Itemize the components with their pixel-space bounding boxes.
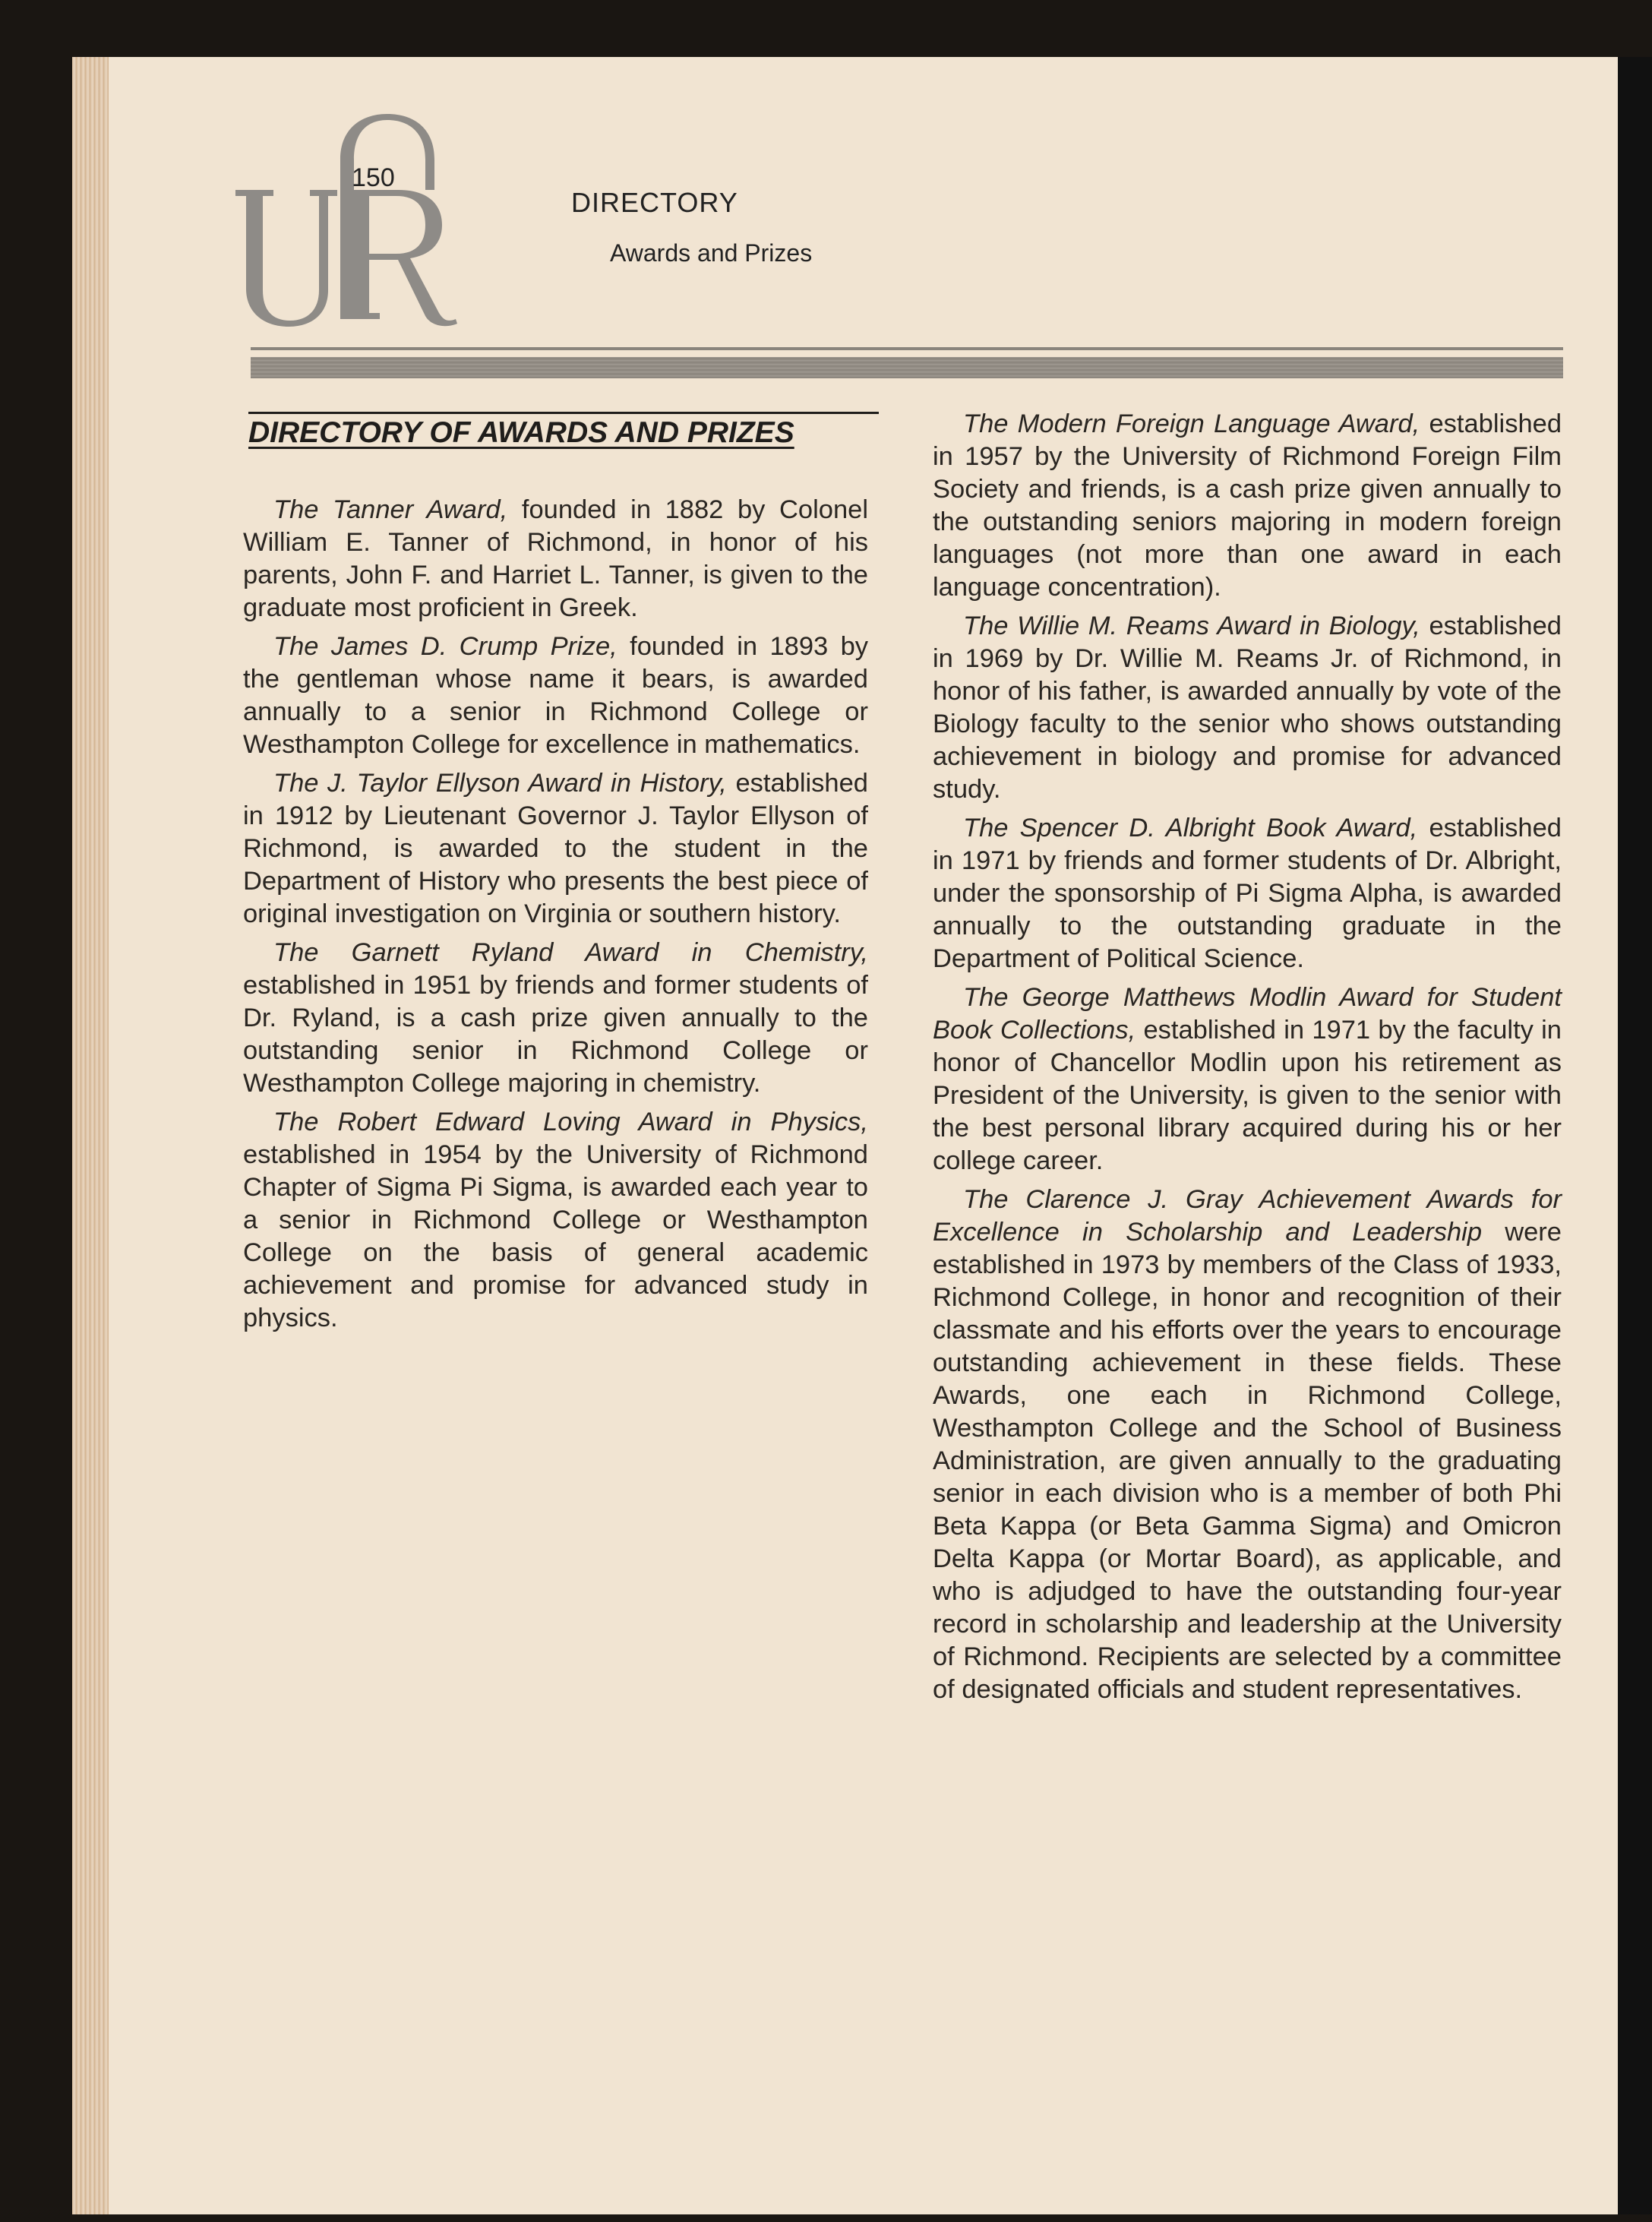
logo-letter-r [340,114,457,326]
award-paragraph [933,408,1562,604]
award-paragraph [933,1184,1562,1706]
award-name: The George Matthews Modlin Award for Student Book Collections, [933,983,1562,1045]
award-description: established in 1971 by friends and former students of Dr. Albright, under the sponsorship of Pi Sigma Alpha, is awarded annually to the outstanding graduate in the Department of Political Science. [933,814,1562,973]
award-paragraph [243,494,868,624]
award-name: The Modern Foreign Language Award, [963,409,1420,438]
award-description: established in 1971 by the faculty in honor of Chancellor Modlin upon his retirement as President of the University, is given to the senior with the best personal library acquired during his or her college career. [933,1016,1562,1175]
left-column [243,494,868,1341]
right-column [933,408,1562,1712]
award-name: The J. Taylor Ellyson Award in History, [273,769,727,798]
award-description: founded in 1893 by the gentleman whose name it bears, is awarded annually to a senior in Richmond College or Westhampton College for excellence in mathematics. [243,632,869,759]
ur-logo-icon [235,114,539,327]
award-paragraph [933,981,1562,1177]
award-description: were established in 1973 by members of the Class of 1933, Richmond College, in honor and recognition of their classmate and his efforts over the years to encourage outstanding achievement in these fields. These Awards, one each in Richmond College, Westhampton College and the School of Business Administration, are given annually to the graduating senior in each division who is a member of both Phi Beta Kappa (or Beta Gamma Sigma) and Omicron Delta Kappa (or Mortar Board), as applicable, and who is adjudged to have the outstanding four-year record in scholarship and leadership at the University of Richmond. Recipients are selected by a committee of designated officials and student representatives. [933,1218,1562,1704]
award-description: founded in 1882 by Colonel William E. Tanner of Richmond, in honor of his parents, John F. and Harriet L. Tanner, is given to the graduate most proficient in Greek. [243,495,868,622]
award-name: The Clarence J. Gray Achievement Awards for Excellence in Scholarship and Leadership [933,1185,1562,1247]
award-paragraph [933,610,1562,806]
book-binding-edge [1618,57,1652,2214]
heading-overline [248,412,879,414]
award-paragraph [243,1106,868,1335]
award-paragraph [933,812,1562,975]
section-heading: DIRECTORY OF AWARDS AND PRIZES [248,416,794,449]
page-number: 150 [352,163,395,192]
award-description: established in 1954 by the University of Richmond Chapter of Sigma Pi Sigma, is awarded each year to a senior in Richmond College or Westhampton College on the basis of general academic achievement and promise for advanced study in physics. [243,1140,868,1332]
award-name: The James D. Crump Prize, [273,632,618,661]
award-paragraph [243,767,868,931]
award-paragraph [243,937,868,1100]
award-description: established in 1951 by friends and former students of Dr. Ryland, is a cash prize given annually to the outstanding senior in Richmond College or Westhampton College majoring in chemistry. [243,971,868,1098]
header-title: DIRECTORY [571,187,738,218]
award-name: The Robert Edward Loving Award in Physics, [273,1108,868,1136]
award-name: The Willie M. Reams Award in Biology, [963,612,1420,640]
logo-letter-u [235,190,337,327]
award-paragraph [243,631,868,761]
award-name: The Tanner Award, [273,495,508,524]
header-subtitle: Awards and Prizes [610,239,813,267]
header-rule-thin [251,347,1563,350]
award-description: established in 1957 by the University of Richmond Foreign Film Society and friends, is a cash prize given annually to the outstanding seniors majoring in modern foreign languages (not more than one award in each language concentration). [933,409,1562,602]
award-description: established in 1912 by Lieutenant Governor J. Taylor Ellyson of Richmond, is awarded to the student in the Department of History who presents the best piece of original investigation on Virginia or southern history. [243,769,868,928]
award-name: The Garnett Ryland Award in Chemistry, [273,938,868,967]
header-rule-thick [251,357,1563,378]
page-edge [72,57,109,2214]
award-name: The Spencer D. Albright Book Award, [963,814,1418,842]
award-description: established in 1969 by Dr. Willie M. Reams Jr. of Richmond, in honor of his father, is awarded annually by vote of the Biology faculty to the senior who shows outstanding achievement in biology and promise for advanced study. [933,612,1562,804]
